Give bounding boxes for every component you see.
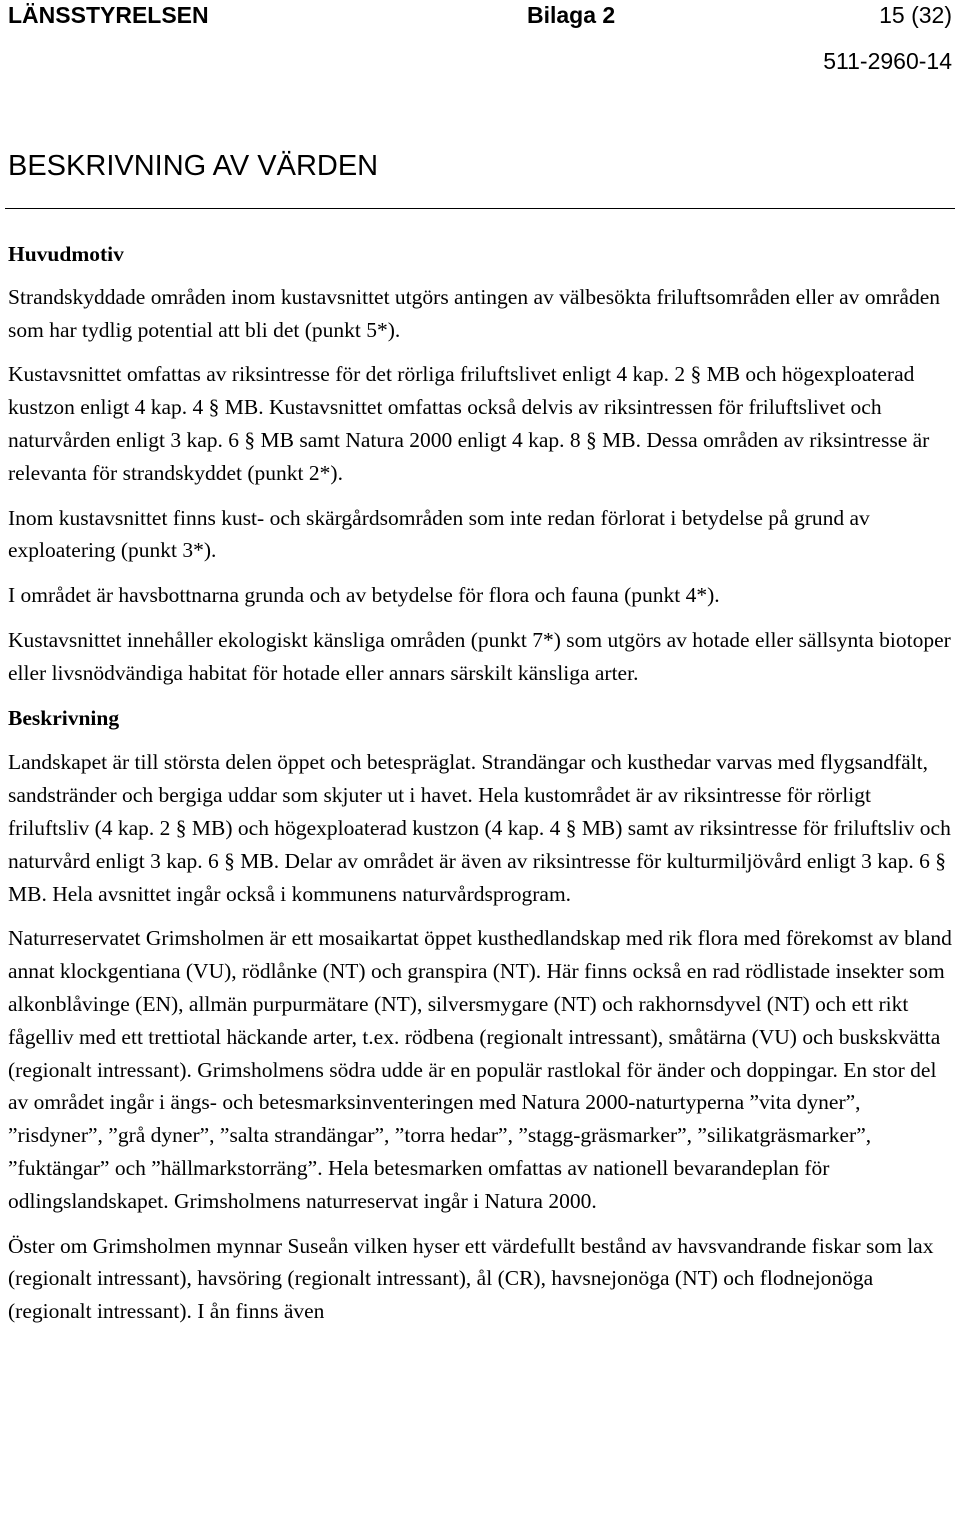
paragraph: Inom kustavsnittet finns kust- och skärgårdsområden som inte redan förlorat i betydelse på grund av exploatering (punkt 3*). bbox=[8, 505, 870, 563]
paragraph: Öster om Grimsholmen mynnar Suseån vilken hyser ett värdefullt bestånd av havsvandrande fiskar som lax (regionalt intressant), havsöring (regionalt intressant), ål (CR), havsnejonöga (NT) och flodnejonöga (regionalt intressant). I ån finns även bbox=[8, 1233, 934, 1324]
page-header bbox=[0, 0, 960, 80]
paragraph: Landskapet är till största delen öppet och betespräglat. Strandängar och kusthedar varvas med flygsandfält, sandstränder och bergiga uddar som skjuter ut i havet. Hela kustområdet är av riksintresse för rörligt friluftsliv (4 kap. 2 § MB) och högexploaterad kustzon (4 kap. 4 § MB) samt av riksintresse för friluftsliv och naturvård enligt 3 kap. 6 § MB. Delar av området är även av riksintresse för kulturmiljövård enligt 3 kap. 6 § MB. Hela avsnittet ingår också i kommunens naturvårdsprogram. bbox=[8, 750, 951, 906]
paragraph: I området är havsbottnarna grunda och av betydelse för flora och fauna (punkt 4*). bbox=[8, 583, 720, 608]
organization-name: LÄNSSTYRELSEN bbox=[8, 2, 209, 28]
paragraph: Strandskyddade områden inom kustavsnittet utgörs antingen av välbesökta friluftsområden eller av områden som har tydlig potential att bli det (punkt 5*). bbox=[8, 284, 941, 342]
document-title: BESKRIVNING AV VÄRDEN bbox=[8, 150, 379, 182]
title-divider bbox=[5, 208, 955, 209]
attachment-label: Bilaga 2 bbox=[527, 2, 616, 28]
paragraph: Naturreservatet Grimsholmen är ett mosaikartat öppet kusthedlandskap med rik flora med förekomst av bland annat klockgentiana (VU), rödlånke (NT) och granspira (NT). Här finns också en rad rödlistade insekter som alkonblåvinge (EN), allmän purpurmätare (NT), silversmygare (NT) och rakhornsdyvel (NT) och ett rikt fågelliv med ett trettiotal häckande arter, t.ex. rödbena (regionalt intressant), småtärna (VU) och buskskvätta (regionalt intressant). Grimsholmens södra udde är en populär rastlokal för änder och doppingar. En stor del av området ingår i ängs- och betesmarksinventeringen med Natura 2000-naturtyperna ”vita dyner”, ”risdyner”, ”grå dyner”, ”salta strandängar”, ”torra hedar”, ”stagg-gräsmarker”, ”silikatgräsmarker”, ”fuktängar” och ”hällmarkstorräng”. Hela betesmarken omfattas av nationell bevarandeplan för odlingslandskapet. Grimsholmens naturreservat ingår i Natura 2000. bbox=[8, 926, 952, 1213]
paragraph: Kustavsnittet omfattas av riksintresse för det rörliga friluftslivet enligt 4 kap. 2 § MB och högexploaterad kustzon enligt 4 kap. 4 § MB. Kustavsnittet omfattas också delvis av riksintressen för friluftslivet och naturvården enligt 3 kap. 6 § MB samt Natura 2000 enligt 4 kap. 8 § MB. Dessa områden av riksintresse är relevanta för strandskyddet (punkt 2*). bbox=[8, 362, 930, 485]
page-number: 15 (32) bbox=[879, 2, 952, 28]
document-number: 511-2960-14 bbox=[823, 48, 952, 74]
paragraph: Kustavsnittet innehåller ekologiskt känsliga områden (punkt 7*) som utgörs av hotade eller sällsynta biotoper eller livsnödvändiga habitat för hotade eller annars särskilt känsliga arter. bbox=[8, 627, 951, 685]
section-heading-beskrivning: Beskrivning bbox=[8, 705, 120, 730]
document-body bbox=[8, 238, 953, 1340]
section-heading-huvudmotiv: Huvudmotiv bbox=[8, 242, 124, 266]
